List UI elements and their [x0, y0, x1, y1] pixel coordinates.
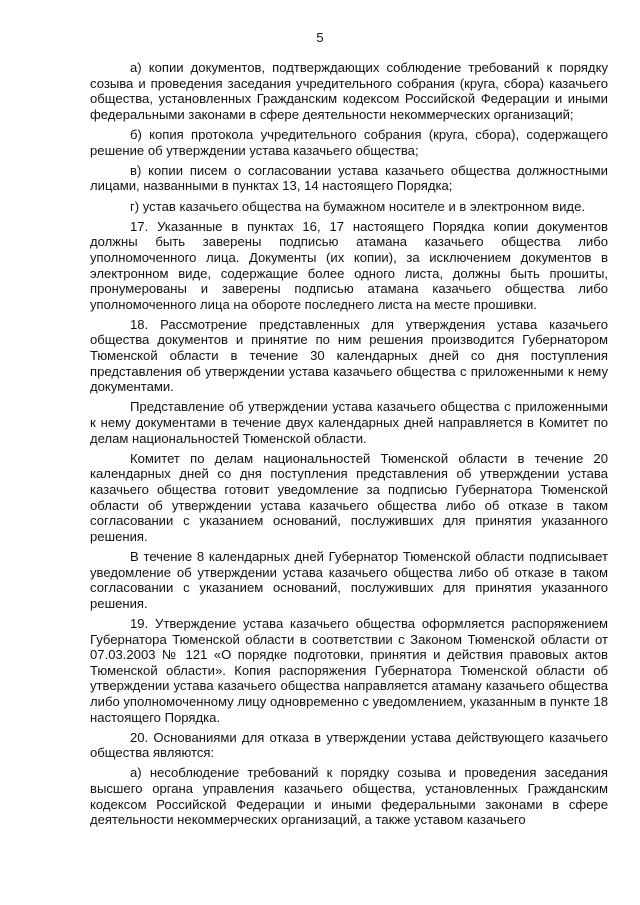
paragraph-20: 20. Основаниями для отказа в утверждении устава действующего казачьего общества являются: [90, 729, 608, 761]
paragraph-18-submission: Представление об утверждении устава казачьего общества с приложенными к нему документами в течение двух календарных дней направляется в Комитет по делам национальностей Тюменской области. [90, 399, 608, 446]
paragraph-19: 19. Утверждение устава казачьего общества оформляется распоряжением Губернатора Тюменской области в соответствии с Законом Тюменской области от 07.03.2003 № 121 «О порядке подготовки, принятия и действия правовых актов Тюменской области». Копия распоряжения Губернатора Тюменской области об утверждении устава казачьего общества направляется атаману казачьего общества либо уполномоченному лицу одновременно с уведомлением, указанным в пункте 18 настоящего Порядка. [90, 615, 608, 725]
paragraph-18-governor: В течение 8 календарных дней Губернатор Тюменской области подписывает уведомление об утверждении устава казачьего общества либо об отказе в таком согласовании с указанием оснований, послуживших для принятия указанного решения. [90, 548, 608, 611]
paragraph-17: 17. Указанные в пунктах 16, 17 настоящего Порядка копии документов должны быть заверены подписью атамана казачьего общества либо уполномоченного лица. Документы (их копии), за исключением документов в электронном виде, содержащие более одного листа, должны быть прошиты, пронумерованы и заверены подписью атамана казачьего общества либо уполномоченного лица на обороте последнего листа на месте прошивки. [90, 218, 608, 312]
paragraph-18-committee: Комитет по делам национальностей Тюменской области в течение 20 календарных дней со дня поступления представления об утверждении устава казачьего общества готовит уведомление за подписью Губернатора Тюменской области об утверждении устава казачьего общества либо об отказе в таком согласовании с указанием оснований, послуживших для принятия указанного решения. [90, 450, 608, 544]
paragraph-18: 18. Рассмотрение представленных для утверждения устава казачьего общества документов и принятие по ним решения производится Губернатором Тюменской области в течение 30 календарных дней со дня поступления представления об утверждении устава казачьего общества с приложенными к нему документами. [90, 316, 608, 395]
document-body [90, 60, 608, 832]
paragraph-16b: б) копия протокола учредительного собрания (круга, сбора), содержащего решение об утверждении устава казачьего общества; [90, 126, 608, 158]
paragraph-20a: а) несоблюдение требований к порядку созыва и проведения заседания высшего органа управления казачьего общества, установленных Гражданским кодексом Российской Федерации и иными федеральными законами в сфере деятельности некоммерческих организаций, а также уставом казачьего [90, 765, 608, 828]
page-number: 5 [316, 30, 324, 45]
paragraph-16a: а) копии документов, подтверждающих соблюдение требований к порядку созыва и проведения заседания учредительного собрания (круга, сбора) казачьего общества, установленных Гражданским кодексом Российской Федерации и иными федеральными законами в сфере деятельности некоммерческих организаций; [90, 60, 608, 122]
paragraph-16c: в) копии писем о согласовании устава казачьего общества должностными лицами, названными в пунктах 13, 14 настоящего Порядка; [90, 162, 608, 194]
paragraph-16d: г) устав казачьего общества на бумажном носителе и в электронном виде. [130, 198, 585, 214]
